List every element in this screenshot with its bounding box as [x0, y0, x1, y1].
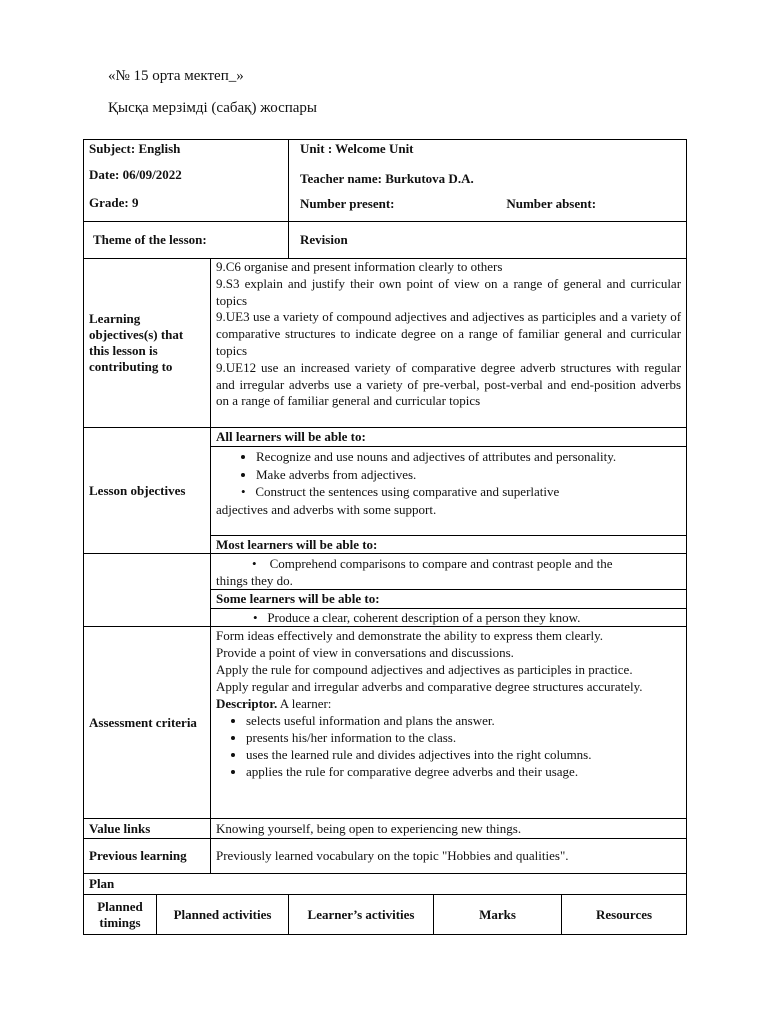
unit: Unit : Welcome Unit — [300, 141, 414, 156]
assessment-label: Assessment criteria — [84, 627, 211, 819]
descriptor-label: Descriptor. — [216, 696, 278, 711]
unit-cell — [289, 140, 687, 222]
all-learners-item: • Recognize and use nouns and adjectives of attributes and personality. — [256, 448, 681, 466]
learning-objectives-row — [84, 259, 687, 428]
col-learners-activities: Learner’s activities — [289, 895, 434, 935]
descriptor — [216, 695, 681, 712]
theme-value: Revision — [289, 222, 687, 259]
descriptor-text: A learner: — [277, 696, 332, 711]
most-learners-row — [84, 554, 687, 590]
descriptor-item: • presents his/her information to the class. — [246, 729, 681, 746]
descriptor-item: • applies the rule for comparative degree adverbs and their usage. — [246, 763, 681, 780]
learning-objectives-list — [211, 259, 687, 428]
learning-objectives-label: Learning objectives(s) that this lesson is contributing to — [84, 259, 211, 428]
number-absent: Number absent: — [506, 196, 597, 211]
theme-row — [84, 222, 687, 259]
plan-label: Plan — [84, 874, 687, 895]
plan-row — [84, 874, 687, 895]
school-name: «№ 15 орта мектеп_» — [108, 68, 244, 84]
objective-item: 9.S3 explain and justify their own point of view on a range of general and curricular topics — [216, 275, 682, 308]
objective-item: 9.C6 organise and present information clearly to others — [216, 259, 503, 274]
most-learners-item: • Comprehend comparisons to compare and contrast people and the — [252, 555, 613, 571]
most-learners-list — [211, 554, 687, 590]
all-learners-heading-row — [84, 428, 687, 447]
number-present: Number present: — [300, 196, 395, 211]
lesson-plan-table — [83, 139, 687, 935]
date: Date: 06/09/2022 — [89, 167, 182, 182]
most-learners-item-cont: things they do. — [216, 572, 293, 588]
all-learners-list — [211, 447, 687, 536]
some-learners-heading: Some learners will be able to: — [211, 590, 687, 609]
all-learners-item: • Construct the sentences using comparative and superlative — [241, 484, 560, 499]
descriptor-item: • selects useful information and plans the answer. — [246, 712, 681, 729]
header-row — [84, 140, 687, 222]
value-links-row — [84, 819, 687, 839]
theme-label: Theme of the lesson: — [84, 222, 289, 259]
criteria-line: Apply the rule for compound adjectives and adjectives as participles in practice. — [216, 662, 633, 677]
all-learners-item: • Make adverbs from adjectives. — [256, 466, 681, 484]
empty-cell — [84, 554, 211, 627]
assessment-row — [84, 627, 687, 819]
value-links-label: Value links — [84, 819, 211, 839]
some-learners-item: • Produce a clear, coherent description of a person they know. — [211, 609, 687, 627]
previous-learning-row — [84, 839, 687, 874]
objective-item: 9.UE12 use an increased variety of comparative degree adverb structures with regular and irregular adverbs use a variety of pre-verbal, post-verbal and end-position adverbs on a range of familiar general and curricular topics — [216, 359, 682, 409]
criteria-line: Provide a point of view in conversations and discussions. — [216, 645, 514, 660]
subject-cell — [84, 140, 289, 222]
col-marks: Marks — [434, 895, 562, 935]
previous-learning-value: Previously learned vocabulary on the topic "Hobbies and qualities". — [211, 839, 687, 874]
criteria-line: Form ideas effectively and demonstrate the ability to express them clearly. — [216, 628, 603, 643]
criteria-line: Apply regular and irregular adverbs and comparative degree structures accurately. — [216, 679, 643, 694]
value-links-value: Knowing yourself, being open to experiencing new things. — [211, 819, 687, 839]
all-learners-heading: All learners will be able to: — [211, 428, 687, 447]
attendance — [300, 196, 681, 212]
plan-title: Қысқа мерзімді (сабақ) жоспары — [108, 100, 318, 116]
previous-learning-label: Previous learning — [84, 839, 211, 874]
col-planned-timings: Planned timings — [84, 895, 157, 935]
assessment-criteria — [211, 627, 687, 819]
descriptor-item: • uses the learned rule and divides adjectives into the right columns. — [246, 746, 681, 763]
teacher-name: Teacher name: Burkutova D.A. — [300, 171, 474, 186]
lesson-objectives-label: Lesson objectives — [84, 428, 211, 554]
subject: Subject: English — [89, 141, 181, 156]
col-planned-activities: Planned activities — [157, 895, 289, 935]
most-learners-heading: Most learners will be able to: — [211, 536, 687, 554]
plan-columns-row — [84, 895, 687, 935]
all-learners-item-cont: adjectives and adverbs with some support. — [216, 501, 437, 517]
col-resources: Resources — [562, 895, 687, 935]
objective-item: 9.UE3 use a variety of compound adjectives and adjectives as participles and a variety of comparative structures to indicate degree on a range of familiar general and curricular topics — [216, 309, 682, 358]
grade: Grade: 9 — [89, 195, 139, 210]
